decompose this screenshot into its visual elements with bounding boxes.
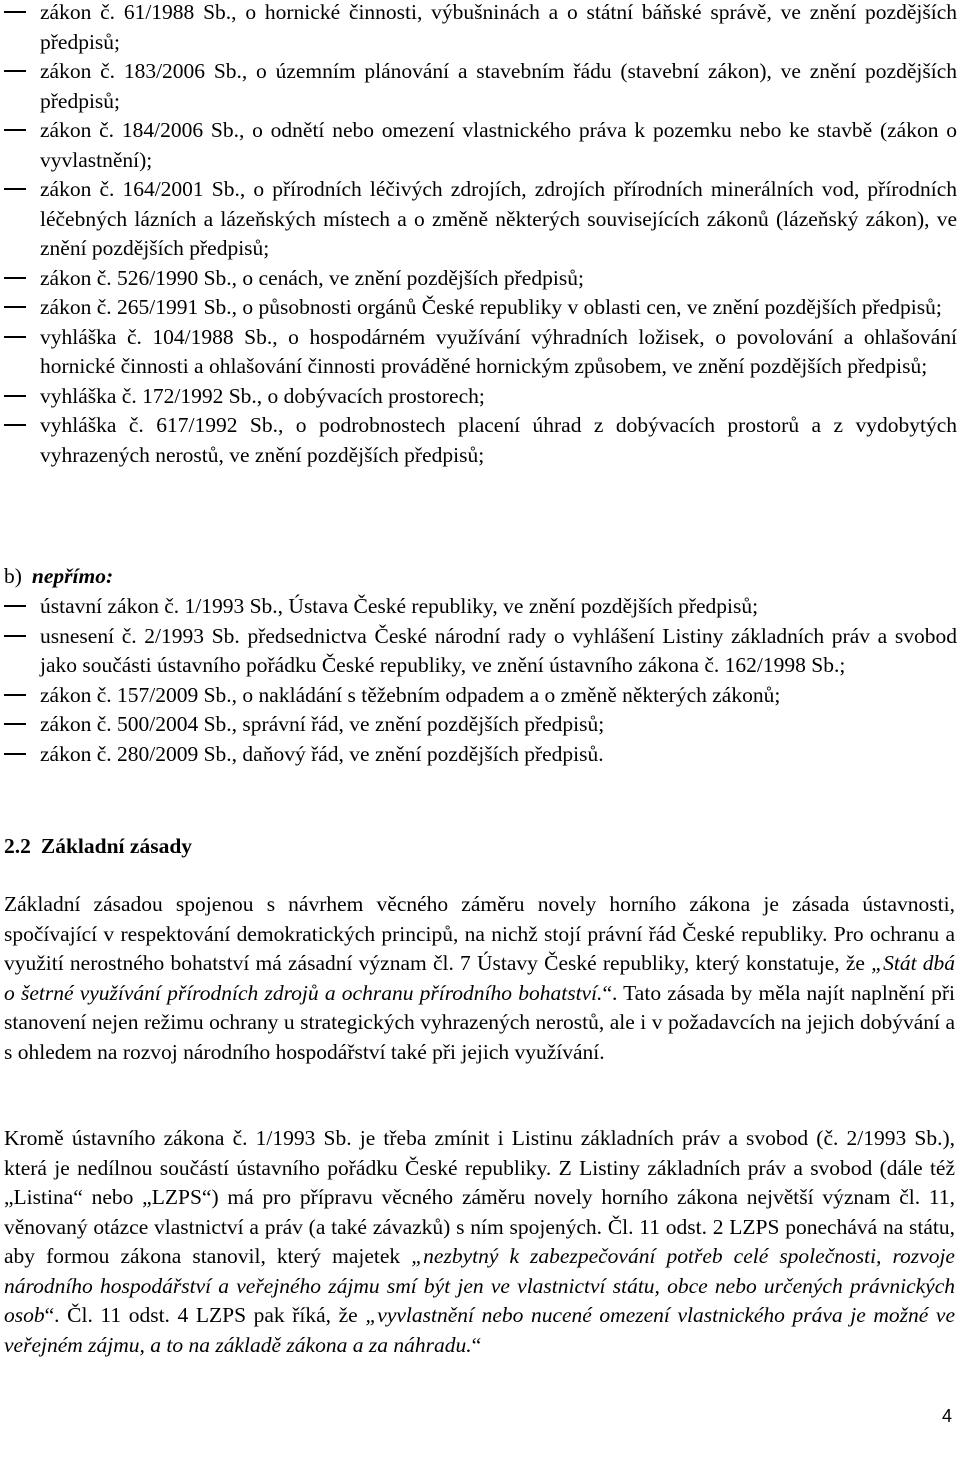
paragraph-principles [4,890,955,1067]
list-item [0,592,960,622]
dash-bullet-icon [4,395,26,397]
paragraph-charter [4,1124,955,1360]
list-item-text: zákon č. 526/1990 Sb., o cenách, ve znění pozdějších předpisů; [40,265,584,290]
list-item [0,323,960,382]
list-item-text: zákon č. 265/1991 Sb., o působnosti orgánů České republiky v oblasti cen, ve znění pozdějších předpisů; [40,295,942,319]
paragraph-text: “. Čl. 11 odst. 4 LZPS pak říká, že [44,1303,366,1327]
list-item [0,264,960,294]
list-item-text: zákon č. 280/2009 Sb., daňový řád, ve znění pozdějších předpisů. [40,741,604,766]
dash-bullet-icon [4,70,26,72]
list-item-text: vyhláška č. 104/1988 Sb., o hospodárném využívání výhradních ložisek, o povolování a ohlašování hornické činnosti a ohlašování činnosti prováděné hornickým způsobem, ve znění pozdějších předpisů; [40,324,957,378]
list-item [0,293,960,323]
charter-quote: „vyvlastnění nebo nucené omezení vlastnického práva je možné ve veřejném zájmu, a to na základě zákona a za náhradu. [4,1303,955,1357]
dash-bullet-icon [4,723,26,725]
dash-bullet-icon [4,277,26,279]
section-heading [4,832,192,862]
list-item [0,57,960,116]
list-item [0,622,960,681]
list-item [0,116,960,175]
dash-bullet-icon [4,306,26,308]
charter-quote: „nezbytný k zabezpečování potřeb celé společnosti, rozvoje národního hospodářství a veřejného zájmu smí být jen ve vlastnictví státu, obce nebo určených právnických osob [4,1244,955,1327]
paragraph-text: Základní zásadou spojenou s návrhem věcného záměru novely horního zákona je zásada ústavnosti, spočívající v respektování demokratických principů, na nichž stojí právní řád České republiky. Pro ochranu a využití nerostného bohatství má zásadní význam čl. 7 Ústavy České republiky, který konstatuje, že [4,892,955,975]
section-title: Základní zásady [40,834,193,858]
dash-bullet-icon [4,635,26,637]
list-item [0,740,960,770]
list-item [0,411,960,470]
list-item [0,681,960,711]
section-number: 2.2 [4,834,31,858]
list-item-text: vyhláška č. 617/1992 Sb., o podrobnostech placení úhrad z dobývacích prostorů a z vydobytých vyhrazených nerostů, ve znění pozdějších předpisů; [40,413,957,467]
section-b-letter: b) [4,564,22,588]
list-item-text: usnesení č. 2/1993 Sb. předsednictva České národní rady o vyhlášení Listiny základních práv a svobod jako součásti ústavního pořádku České republiky, ve znění ústavního zákona č. 162/1998 Sb.; [40,623,957,677]
dash-bullet-icon [4,753,26,755]
section-b-heading [4,562,113,592]
list-item-text: ústavní zákon č. 1/1993 Sb., Ústava České republiky, ve znění pozdějších předpisů; [40,594,759,618]
list-item-text: zákon č. 157/2009 Sb., o nakládání s těžebním odpadem a o změně některých zákonů; [40,682,781,707]
list-item-text: zákon č. 61/1988 Sb., o hornické činnosti, výbušninách a o státní báňské správě, ve znění pozdějších předpisů; [40,0,957,54]
dash-bullet-icon [4,694,26,696]
paragraph-text: “. Tato zásada by měla najít naplnění při stanovení nejen režimu ochrany u strategických vyhrazených nerostů, ale i v požadavcích na jejich dobývání a s ohledem na rozvoj národního hospodářství také při jejich využívání. [4,980,955,1064]
dash-bullet-icon [4,605,26,607]
list-item [0,710,960,740]
list-item [0,175,960,264]
list-item-text: zákon č. 183/2006 Sb., o územním plánování a stavebním řádu (stavební zákon), ve znění pozdějších předpisů; [40,59,957,113]
legislation-list-direct [0,0,960,470]
list-item-text: zákon č. 500/2004 Sb., správní řád, ve znění pozdějších předpisů; [40,712,605,736]
dash-bullet-icon [4,129,26,131]
legislation-list-indirect [0,592,960,769]
list-item [0,382,960,412]
paragraph-text: “ [471,1332,482,1357]
dash-bullet-icon [4,336,26,338]
paragraph-text: Kromě ústavního zákona č. 1/1993 Sb. je třeba zmínit i Listinu základních práv a svobod (č. 2/1993 Sb.), která je nedílnou součástí ústavního pořádku České republiky. Z Listiny základních práv a svobod (dále též „Listina“ nebo „LZPS“) má pro přípravu věcného záměru novely horního zákona největší význam čl. 11, věnovaný otázce vlastnictví a práv (a také závazků) s ním spojených. Čl. 11 odst. 2 LZPS ponechává na státu, aby formou zákona stanovil, který majetek [4,1126,955,1268]
dash-bullet-icon [4,424,26,426]
list-item-text: zákon č. 184/2006 Sb., o odnětí nebo omezení vlastnického práva k pozemku nebo ke stavbě (zákon o vyvlastnění); [40,118,957,172]
list-item [0,0,960,57]
dash-bullet-icon [4,188,26,190]
page-number: 4 [941,1406,952,1426]
section-b-label: nepřímo: [31,564,114,588]
list-item-text: vyhláška č. 172/1992 Sb., o dobývacích prostorech; [40,383,485,408]
list-item-text: zákon č. 164/2001 Sb., o přírodních léčivých zdrojích, zdrojích přírodních minerálních vod, přírodních léčebných lázních a lázeňských místech a o změně některých souvisejících zákonů (lázeňský zákon), ve znění pozdějších předpisů; [40,177,957,260]
constitution-quote: „Stát dbá o šetrné využívání přírodních zdrojů a ochranu přírodního bohatství. [4,951,956,1005]
dash-bullet-icon [4,11,26,13]
